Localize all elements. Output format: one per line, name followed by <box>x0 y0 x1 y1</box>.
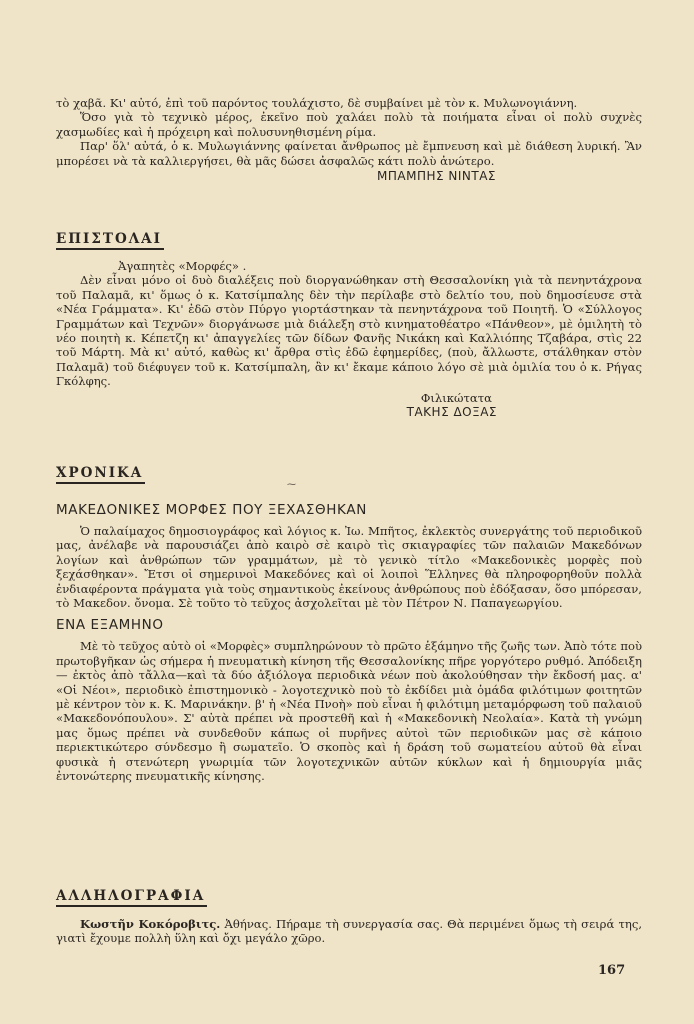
section-heading: ΕΠΙΣΤΟΛΑΙ <box>56 231 164 250</box>
page-number: 167 <box>598 963 626 978</box>
reply-text: Ἀθήνας. Πήραμε τὴ συνεργασία σας. Θὰ περιμένει ὅμως τὴ σειρά της, γιατὶ ἔχουμε πολλὴ ὕλη καὶ ὄχι μεγάλο χῶρο. <box>56 917 643 946</box>
paragraph <box>56 917 642 946</box>
paragraph: Ὅσο γιὰ τὸ τεχνικὸ μέρος, ἐκεῖνο ποὺ χαλάει πολὺ τὰ ποιήματα εἶναι οἱ πολὺ συχνὲς χασμωδίες καὶ ἡ πρόχειρη καὶ πολυσυνηθισμένη ρίμα. <box>56 110 642 139</box>
salutation: Ἀγαπητὲς «Μορφές» . <box>118 259 247 273</box>
chronika-section <box>56 462 642 784</box>
paragraph: Μὲ τὸ τεῦχος αὐτὸ οἱ «Μορφὲς» συμπληρώνουν τὸ πρῶτο ἑξάμηνο τῆς ζωῆς των. Ἀπὸ τότε ποὺ πρωτοβγῆκαν ὡς σήμερα ἡ πνευματικὴ κίνηση τῆς Θεσσαλονίκης πῆρε γοργότερο ρυθμό. Ἀπόδειξη— ἐκτὸς ἀπὸ τἄλλα—καὶ τὰ δύο ἀξιόλογα περιοδικὰ νέων ποὺ ἀκολούθησαν τὴν ἔκδοσή μας. α' «Οἱ Νέοι», περιοδικὸ ἐπιστημονικὸ - λογοτεχνικὸ ποὺ τὸ ἐκδίδει μιὰ ὁμάδα φιλότιμων φοιτητῶν μὲ κέντρον τὸν κ. Κ. Μαρινάκην. β' ἡ «Νέα Πνοὴ» ποὺ εἶναι ἡ φιλότιμη μεταμόρφωση τοῦ παλαιοῦ «Μακεδονόπουλου». Σ' αὐτὰ πρέπει νὰ προστεθῆ καὶ ἡ «Μακεδονικὴ Νεολαία». Κατὰ τὴ γνώμη μας ὅμως πρέπει νὰ συνδεθοῦν κάπως οἱ πυρῆνες αὐτοὶ τῶν περιοδικῶν μας σὲ κάποιο περιεκτικώτερο σύνδεσμο ἢ σωματεῖο. Ὁ σκοπὸς καὶ ἡ δράση τοῦ σωματείου αὐτοῦ θὰ εἶναι φυσικὰ ἡ στενώτερη γνωριμία τῶν λογοτεχνικῶν αὐτῶν κύκλων καὶ ἡ δημιουργία μιᾶς ἐντονώτερης πνευματικῆς κίνησης. <box>56 639 642 784</box>
signature: ΜΠΑΜΠΗΣ ΝΙΝΤΑΣ <box>377 169 496 184</box>
paragraph: Παρ' ὅλ' αὐτά, ὁ κ. Μυλωγιάννης φαίνεται ἄνθρωπος μὲ ἔμπνευση καὶ μὲ διάθεση λυρική. Ἂν μπορέσει νὰ τὰ καλλιεργήσει, θὰ μᾶς δώσει ἀσφαλῶς κάτι πολὺ ἀνώτερο. <box>56 139 642 168</box>
paragraph: Δὲν εἶναι μόνο οἱ δυὸ διαλέξεις ποὺ διοργανώθηκαν στὴ Θεσσαλονίκη γιὰ τὰ πενηντάχρονα τοῦ Παλαμᾶ, κι' ὅμως ὁ κ. Κατσίμπαλης δὲν τὴν περίλαβε στὸ δελτίο του, ποὺ δημοσίευσε στὰ «Νέα Γράμματα». Κι' ἐδῶ στὸν Πύργο γιορτάστηκαν τὰ πενηντάχρονα τοῦ Ποιητῆ. Ὁ «Σύλλογος Γραμμάτων καὶ Τεχνῶν» διοργάνωσε μιὰ διάλεξη στὸ κινηματοθέατρο «Πάνθεον», μὲ ὁμιλητὴ τὸ νέο ποιητὴ κ. Κέπετζη κι' ἀπαγγελίες τῶν δίδων Φανῆς Νικάκη καὶ Καλλιόπης Τζαβάρα, στὶς 22 τοῦ Μάρτη. Μὰ κι' αὐτό, καθὼς κι' ἄρθρα στὶς ἐδῶ ἐφημερίδες, (ποὺ, ἄλλωστε, στάλθηκαν στὸν Παλαμᾶ) τοῦ διέφυγεν τοῦ κ. Κατσίμπαλη, ἂν κι' ἔκαμε κάποιο λόγο σὲ μιὰ ὁμιλία του ὁ κ. Ρήγας Γκόλφης. <box>56 273 642 389</box>
epistolai-section <box>56 228 642 419</box>
allilografia-section <box>56 885 642 946</box>
paragraph: Ὁ παλαίμαχος δημοσιογράφος καὶ λόγιος κ. Ἰω. Μπῆτος, ἐκλεκτὸς συνεργάτης τοῦ περιοδικοῦ μας, ἀνέλαβε νὰ παρουσιάζει ἀπὸ καιρὸ σὲ καιρὸ τὶς σκιαγραφίες τῶν παλαιῶν Μακεδόνων λογίων καὶ ἀνθρώπων τῶν γραμμάτων, μὲ τὸ γενικὸ τίτλο «Μακεδονικὲς μορφὲς ποὺ ξεχάσθηκαν». Ἔτσι οἱ σημερινοὶ Μακεδόνες καὶ οἱ λοιποὶ Ἕλληνες θὰ πληροφορηθοῦν πολλὰ ἐνδιαφέροντα πράγματα γιὰ τοὺς σημαντικοὺς ἐκείνους ἀνθρώπους ποὺ ἐδόξασαν, ὅσο μπόρεσαν, τὸ Μακεδον. ὄνομα. Σὲ τοῦτο τὸ τεῦχος ἀσχολεῖται μὲ τὸν Πέτρον Ν. Παπαγεωργίου. <box>56 524 642 611</box>
subheading: ΜΑΚΕΔΟΝΙΚΕΣ ΜΟΡΦΕΣ ΠΟΥ ΞΕΧΑΣΘΗΚΑΝ <box>56 502 367 518</box>
section-heading: ΑΛΛΗΛΟΓΡΑΦΙΑ <box>56 888 207 907</box>
ornament-icon: ⁓ <box>287 480 296 490</box>
closing: Φιλικώτατα <box>420 390 492 405</box>
signature: ΤΑΚΗΣ ΔΟΞΑΣ <box>406 404 497 419</box>
section-heading: ΧΡΟΝΙΚΑ <box>56 465 145 484</box>
subheading: ΕΝΑ ΕΞΑΜΗΝΟ <box>56 617 164 634</box>
paragraph: τὸ χαβᾶ. Κι' αὐτό, ἐπὶ τοῦ παρόντος τουλάχιστο, δὲ συμβαίνει μὲ τὸν κ. Μυλωνογιάννη. <box>56 96 578 110</box>
correspondent-name: Κωστῆν Κοκόροβιτς. <box>80 917 221 931</box>
top-section <box>56 96 642 183</box>
